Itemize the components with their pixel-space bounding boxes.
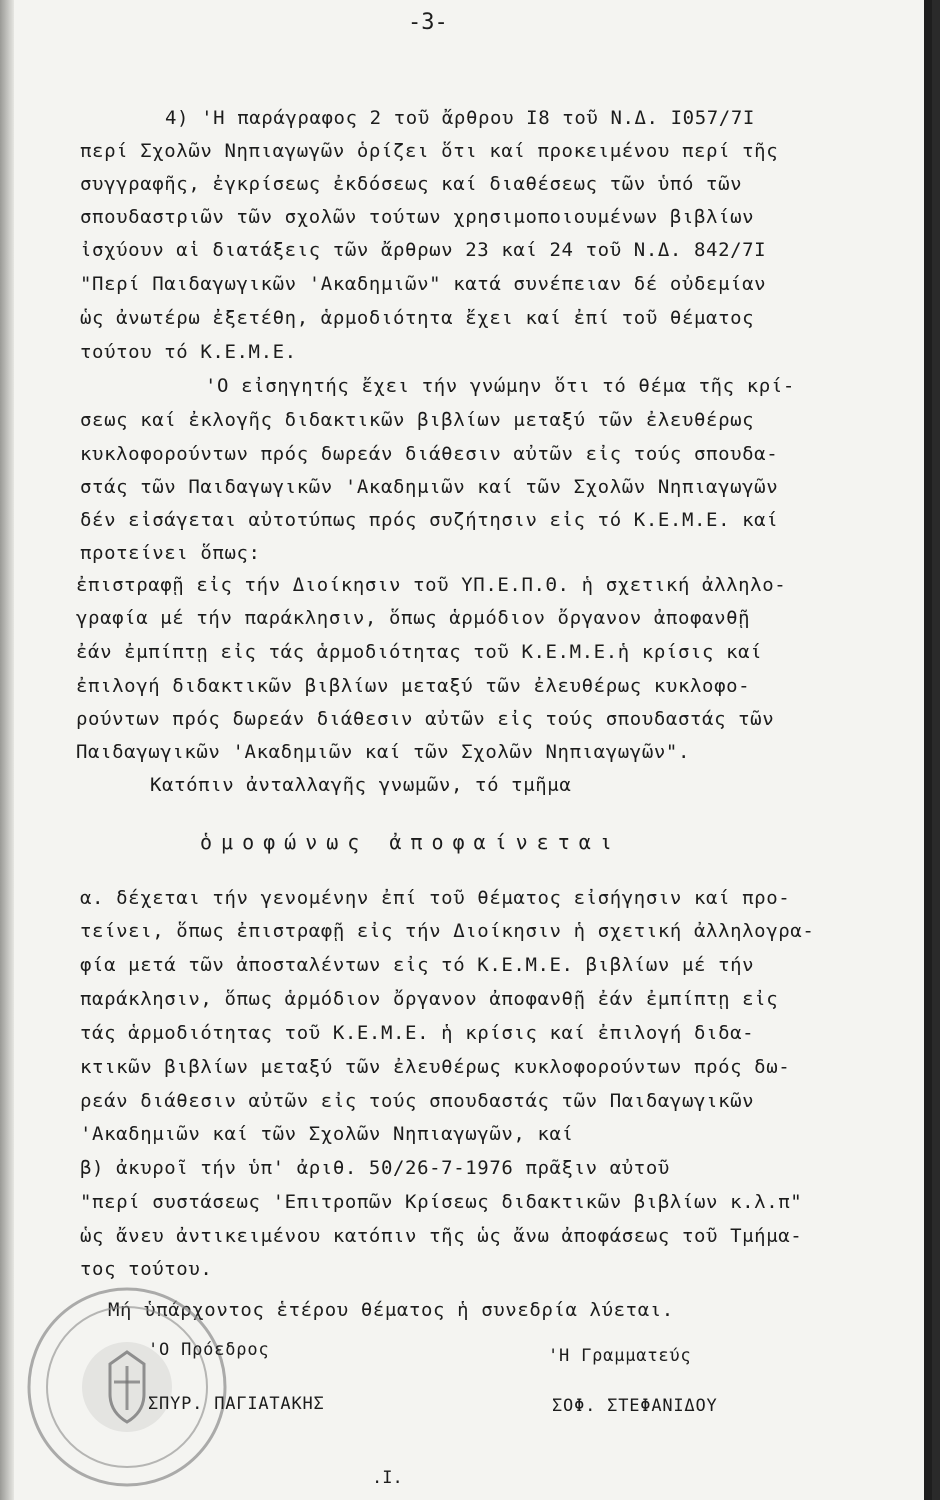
text-line: 4) 'Η παράγραφος 2 τοῦ ἄρθρου Ι8 τοῦ Ν.Δ. Ι057/7Ι	[165, 107, 755, 129]
signature-name-left: ΣΠΥΡ. ΠΑΓΙΑΤΑΚΗΣ	[148, 1394, 325, 1414]
page-number: -3-	[408, 10, 448, 35]
text-line: περί Σχολῶν Νηπιαγωγῶν ὁρίζει ὅτι καί προκειμένου περί τῆς	[80, 140, 779, 162]
closing-line: Μή ὑπάρχοντος ἑτέρου θέματος ἡ συνεδρία λύεται.	[108, 1299, 674, 1321]
text-line: παράκλησιν, ὅπως ἁρμόδιον ὄργανον ἀποφανθῇ ἐάν ἐμπίπτῃ εἰς	[80, 988, 779, 1010]
text-line: φία μετά τῶν ἀποσταλέντων εἰς τό Κ.Ε.Μ.Ε. βιβλίων μέ τήν	[80, 954, 755, 976]
text-line: ἐάν ἐμπίπτῃ εἰς τάς ἁρμοδιότητας τοῦ Κ.Ε.Μ.Ε.ἡ κρίσις καί	[76, 641, 763, 663]
text-line: γραφία μέ τήν παράκλησιν, ὅπως ἁρμόδιον ὄργανον ἀποφανθῇ	[76, 607, 751, 629]
text-line: ρούντων πρός δωρεάν διάθεσιν αὐτῶν εἰς τούς σπουδαστάς τῶν	[76, 708, 775, 730]
text-line: 'Ο εἰσηγητής ἔχει τήν γνώμην ὅτι τό θέμα τῆς κρί-	[205, 375, 795, 397]
text-line: ρεάν διάθεσιν αὐτῶν εἰς τούς σπουδαστάς τῶν Παιδαγωγικῶν	[80, 1090, 755, 1112]
text-line: "περί συστάσεως 'Επιτροπῶν Κρίσεως διδακτικῶν βιβλίων κ.λ.π"	[80, 1191, 803, 1213]
signature-title-left: 'Ο Πρόεδρος	[148, 1340, 270, 1360]
text-line: 'Ακαδημιῶν καί τῶν Σχολῶν Νηπιαγωγῶν, καί	[80, 1123, 574, 1145]
text-line: Κατόπιν ἀνταλλαγῆς γνωμῶν, τό τμῆμα	[150, 774, 572, 796]
page-footer-mark: .I.	[372, 1468, 403, 1488]
text-line: τάς ἁρμοδιότητας τοῦ Κ.Ε.Μ.Ε. ἡ κρίσις καί ἐπιλογή διδα-	[80, 1022, 755, 1044]
text-line: συγγραφῆς, ἐγκρίσεως ἐκδόσεως καί διαθέσεως τῶν ὑπό τῶν	[80, 173, 743, 195]
text-line: τείνει, ὅπως ἐπιστραφῇ εἰς τήν Διοίκησιν ἡ σχετική ἀλληλογρα-	[80, 920, 815, 942]
signature-name-right: ΣΟΦ. ΣΤΕΦΑΝΙΔΟΥ	[552, 1396, 718, 1416]
text-line: "Περί Παιδαγωγικῶν 'Ακαδημιῶν" κατά συνέπειαν δέ οὐδεμίαν	[80, 273, 767, 295]
text-line: ἐπιστραφῇ εἰς τήν Διοίκησιν τοῦ ΥΠ.Ε.Π.Θ. ἡ σχετική ἀλληλο-	[76, 574, 787, 596]
text-line: ἐπιλογή διδακτικῶν βιβλίων μεταξύ τῶν ἐλευθέρως κυκλοφο-	[76, 675, 751, 697]
text-line: τος τούτου.	[80, 1258, 213, 1280]
text-line: σεως καί ἐκλογῆς διδακτικῶν βιβλίων μεταξύ τῶν ἐλευθέρως	[80, 409, 755, 431]
text-line: ὡς ἄνευ ἀντικειμένου κατόπιν τῆς ὡς ἄνω ἀποφάσεως τοῦ Τμήμα-	[80, 1225, 803, 1247]
text-line: β) ἀκυροῖ τήν ὑπ' ἀριθ. 50/26-7-1976 πρᾶξιν αὐτοῦ	[80, 1157, 670, 1179]
text-line: δέν εἰσάγεται αὐτοτύπως πρός συζήτησιν εἰς τό Κ.Ε.Μ.Ε. καί	[80, 509, 779, 531]
scan-edge-left	[0, 0, 14, 1500]
text-line: κυκλοφορούντων πρός δωρεάν διάθεσιν αὐτῶν εἰς τούς σπουδα-	[80, 443, 779, 465]
text-line: στάς τῶν Παιδαγωγικῶν 'Ακαδημιῶν καί τῶν Σχολῶν Νηπιαγωγῶν	[80, 476, 779, 498]
text-line: Παιδαγωγικῶν 'Ακαδημιῶν καί τῶν Σχολῶν Νηπιαγωγῶν".	[76, 741, 690, 763]
signature-title-right: 'Η Γραμματεύς	[548, 1346, 692, 1366]
text-line: α. δέχεται τήν γενομένην ἐπί τοῦ θέματος εἰσήγησιν καί προ-	[80, 887, 791, 909]
text-line: ἰσχύουν αἱ διατάξεις τῶν ἄρθρων 23 καί 24 τοῦ Ν.Δ. 842/7Ι	[80, 239, 767, 261]
text-line: προτείνει ὅπως:	[80, 542, 261, 564]
official-seal-stamp-icon	[22, 1282, 232, 1492]
text-line: σπουδαστριῶν τῶν σχολῶν τούτων χρησιμοποιουμένων βιβλίων	[80, 206, 755, 228]
decision-heading: ὁμοφώνως ἀποφαίνεται	[200, 830, 621, 854]
text-line: ὡς ἀνωτέρω ἐξετέθη, ἁρμοδιότητα ἔχει καί ἐπί τοῦ θέματος	[80, 307, 755, 329]
text-line: κτικῶν βιβλίων μεταξύ τῶν ἐλευθέρως κυκλοφορούντων πρός δω-	[80, 1056, 791, 1078]
text-line: τούτου τό Κ.Ε.Μ.Ε.	[80, 341, 297, 363]
scan-edge-right	[924, 0, 932, 1500]
